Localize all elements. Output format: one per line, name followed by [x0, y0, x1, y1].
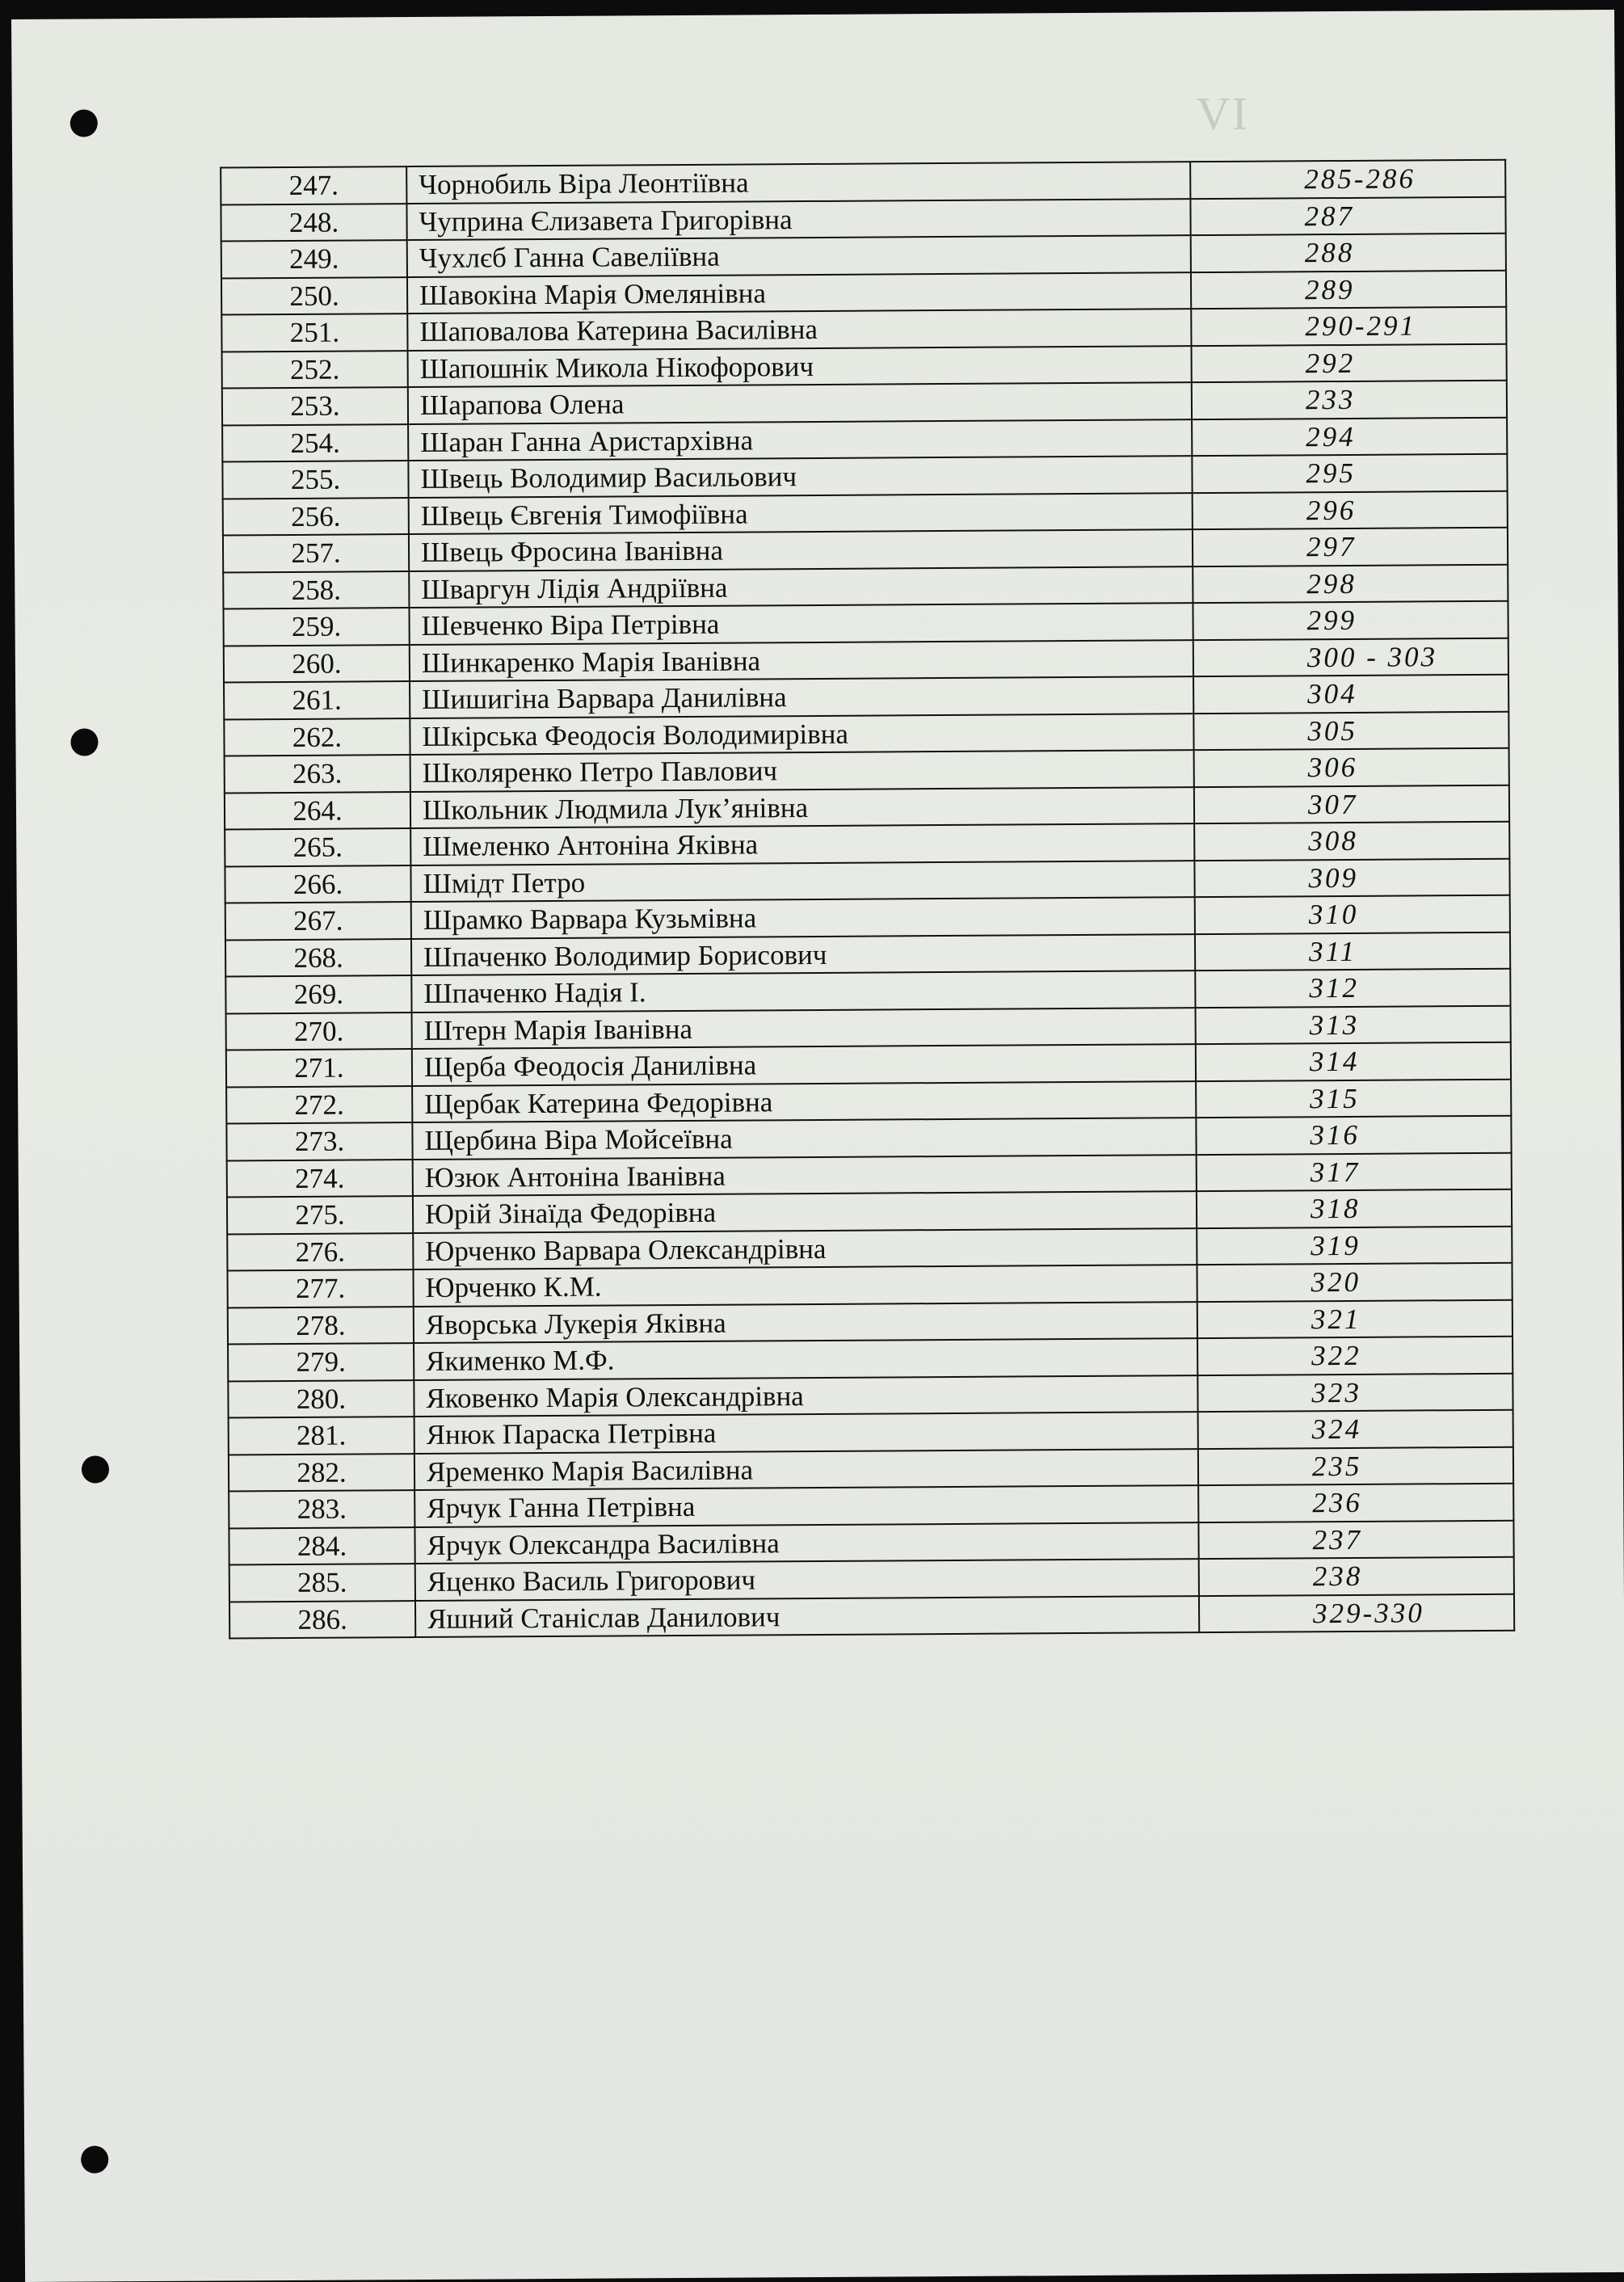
- person-name: Юрченко К.М.: [413, 1265, 1197, 1306]
- handwritten-page-reference: 313: [1196, 1005, 1511, 1044]
- person-name: Шаповалова Катерина Василівна: [407, 309, 1191, 350]
- row-number: 284.: [229, 1527, 414, 1565]
- person-name: Юрченко Варвара Олександрівна: [413, 1228, 1197, 1269]
- handwritten-page-reference: 299: [1193, 601, 1508, 640]
- roman-numeral-mark: VI: [1196, 86, 1250, 141]
- punch-hole: [70, 728, 98, 756]
- row-number: 282.: [229, 1454, 414, 1492]
- handwritten-page-reference: 321: [1197, 1299, 1513, 1338]
- row-number: 275.: [227, 1196, 413, 1234]
- handwritten-page-reference: 297: [1193, 528, 1508, 566]
- person-name: Швець Володимир Васильович: [408, 456, 1192, 497]
- person-name: Штерн Марія Іванівна: [412, 1008, 1196, 1049]
- name-list-table: [220, 159, 1515, 1640]
- row-number: 267.: [225, 902, 411, 940]
- person-name: Шавокіна Марія Омелянівна: [407, 272, 1191, 314]
- handwritten-page-reference: 314: [1196, 1042, 1511, 1081]
- handwritten-page-reference: 323: [1197, 1373, 1513, 1412]
- handwritten-page-reference: 304: [1193, 675, 1508, 714]
- row-number: 265.: [225, 828, 410, 866]
- row-number: 272.: [226, 1086, 412, 1124]
- person-name: Чуприна Єлизавета Григорівна: [406, 199, 1190, 240]
- person-name: Янюк Параска Петрівна: [414, 1412, 1198, 1453]
- handwritten-page-reference: 235: [1198, 1446, 1513, 1485]
- person-name: Щербина Віра Мойсеївна: [412, 1118, 1196, 1159]
- person-name: Ярчук Ганна Петрівна: [414, 1485, 1198, 1526]
- handwritten-page-reference: 290-291: [1191, 307, 1506, 346]
- handwritten-page-reference: 294: [1192, 417, 1507, 456]
- person-name: Шваргун Лідія Андріївна: [409, 566, 1193, 608]
- handwritten-page-reference: 236: [1198, 1484, 1513, 1522]
- row-number: 264.: [225, 792, 410, 830]
- punch-hole: [82, 1455, 109, 1483]
- row-number: 280.: [228, 1380, 414, 1418]
- row-number: 249.: [221, 240, 407, 278]
- handwritten-page-reference: 312: [1195, 969, 1510, 1008]
- person-name: Шрамко Варвара Кузьмівна: [411, 897, 1195, 938]
- row-number: 252.: [222, 351, 408, 389]
- person-name: Чорнобиль Віра Леонтіївна: [406, 162, 1190, 203]
- person-name: Шмідт Петро: [410, 861, 1194, 902]
- person-name: Шишигіна Варвара Данилівна: [410, 676, 1193, 718]
- handwritten-page-reference: 307: [1194, 785, 1509, 823]
- person-name: Школьник Людмила Лук’янівна: [410, 787, 1194, 828]
- handwritten-page-reference: 295: [1192, 454, 1507, 493]
- handwritten-page-reference: 298: [1193, 564, 1508, 603]
- row-number: 256.: [223, 498, 409, 536]
- handwritten-page-reference: 324: [1198, 1410, 1513, 1449]
- person-name: Шапошнік Микола Нікофорович: [408, 346, 1192, 387]
- person-name: Швець Фросина Іванівна: [409, 529, 1193, 570]
- row-number: 281.: [229, 1417, 414, 1455]
- handwritten-page-reference: 300 - 303: [1193, 638, 1508, 676]
- row-number: 278.: [228, 1307, 414, 1345]
- person-name: Шевченко Віра Петрівна: [409, 603, 1193, 644]
- handwritten-page-reference: 292: [1192, 343, 1507, 382]
- punch-hole: [81, 2145, 108, 2173]
- person-name: Шаран Ганна Аристархівна: [408, 419, 1192, 461]
- table-row: [229, 1594, 1514, 1638]
- row-number: 263.: [225, 755, 410, 793]
- row-number: 259.: [223, 608, 409, 646]
- person-name: Яворська Лукерія Яківна: [414, 1302, 1197, 1343]
- row-number: 260.: [224, 645, 410, 683]
- punch-hole: [70, 109, 98, 137]
- table-body: [221, 160, 1514, 1639]
- handwritten-page-reference: 238: [1199, 1557, 1514, 1596]
- person-name: Школяренко Петро Павлович: [410, 750, 1194, 791]
- person-name: Юзюк Антоніна Іванівна: [413, 1155, 1197, 1196]
- handwritten-page-reference: 319: [1197, 1226, 1512, 1265]
- row-number: 258.: [223, 571, 409, 609]
- handwritten-page-reference: 308: [1194, 822, 1509, 861]
- person-name: Шарапова Олена: [408, 382, 1192, 423]
- handwritten-page-reference: 305: [1193, 711, 1508, 750]
- row-number: 285.: [229, 1564, 415, 1602]
- handwritten-page-reference: 311: [1195, 932, 1510, 970]
- row-number: 270.: [226, 1013, 412, 1050]
- person-name: Щербак Катерина Федорівна: [412, 1081, 1196, 1122]
- handwritten-page-reference: 310: [1195, 895, 1510, 934]
- row-number: 286.: [229, 1601, 415, 1639]
- handwritten-page-reference: 285-286: [1190, 160, 1505, 199]
- handwritten-page-reference: 289: [1191, 270, 1506, 309]
- row-number: 269.: [225, 975, 411, 1013]
- row-number: 268.: [225, 939, 411, 977]
- handwritten-page-reference: 233: [1192, 381, 1507, 419]
- person-name: Швець Євгенія Тимофіївна: [409, 493, 1193, 534]
- handwritten-page-reference: 237: [1198, 1520, 1513, 1559]
- row-number: 251.: [221, 314, 407, 352]
- row-number: 276.: [227, 1233, 413, 1271]
- row-number: 255.: [222, 461, 408, 499]
- row-number: 262.: [224, 718, 410, 756]
- person-name: Ярчук Олександра Василівна: [414, 1522, 1198, 1564]
- person-name: Яшний Станіслав Данилович: [415, 1596, 1199, 1637]
- handwritten-page-reference: 320: [1197, 1263, 1512, 1302]
- document-page: [11, 10, 1624, 2282]
- row-number: 277.: [227, 1269, 413, 1307]
- person-name: Шинкаренко Марія Іванівна: [410, 640, 1193, 681]
- person-name: Чухлєб Ганна Савеліївна: [407, 235, 1191, 276]
- person-name: Юрій Зінаїда Федорівна: [413, 1191, 1197, 1232]
- person-name: Щерба Феодосія Данилівна: [412, 1044, 1196, 1085]
- handwritten-page-reference: 287: [1190, 196, 1505, 235]
- handwritten-page-reference: 309: [1194, 858, 1509, 897]
- person-name: Шмеленко Антоніна Яківна: [410, 823, 1194, 865]
- row-number: 257.: [223, 534, 409, 572]
- handwritten-page-reference: 316: [1196, 1116, 1511, 1155]
- person-name: Якименко М.Ф.: [414, 1338, 1197, 1379]
- handwritten-page-reference: 288: [1191, 234, 1506, 272]
- person-name: Шкірська Феодосія Володимирівна: [410, 714, 1193, 755]
- row-number: 261.: [224, 681, 410, 719]
- handwritten-page-reference: 329-330: [1199, 1594, 1514, 1632]
- row-number: 271.: [226, 1049, 412, 1087]
- handwritten-page-reference: 315: [1196, 1079, 1511, 1118]
- row-number: 247.: [221, 166, 406, 204]
- handwritten-page-reference: 317: [1197, 1152, 1512, 1191]
- person-name: Шпаченко Володимир Борисович: [411, 934, 1195, 975]
- person-name: Яременко Марія Василівна: [414, 1449, 1198, 1490]
- row-number: 274.: [227, 1160, 413, 1198]
- person-name: Шпаченко Надія І.: [411, 970, 1195, 1012]
- row-number: 279.: [228, 1343, 414, 1381]
- handwritten-page-reference: 296: [1193, 491, 1508, 529]
- row-number: 253.: [222, 387, 408, 425]
- row-number: 266.: [225, 865, 410, 903]
- person-name: Яковенко Марія Олександрівна: [414, 1375, 1197, 1417]
- handwritten-page-reference: 322: [1197, 1337, 1513, 1375]
- row-number: 250.: [221, 277, 407, 315]
- row-number: 248.: [221, 204, 406, 242]
- row-number: 273.: [226, 1122, 412, 1160]
- person-name: Яценко Василь Григорович: [415, 1559, 1199, 1600]
- row-number: 283.: [229, 1490, 414, 1528]
- handwritten-page-reference: 306: [1194, 748, 1509, 787]
- handwritten-page-reference: 318: [1197, 1189, 1512, 1228]
- row-number: 254.: [222, 424, 408, 462]
